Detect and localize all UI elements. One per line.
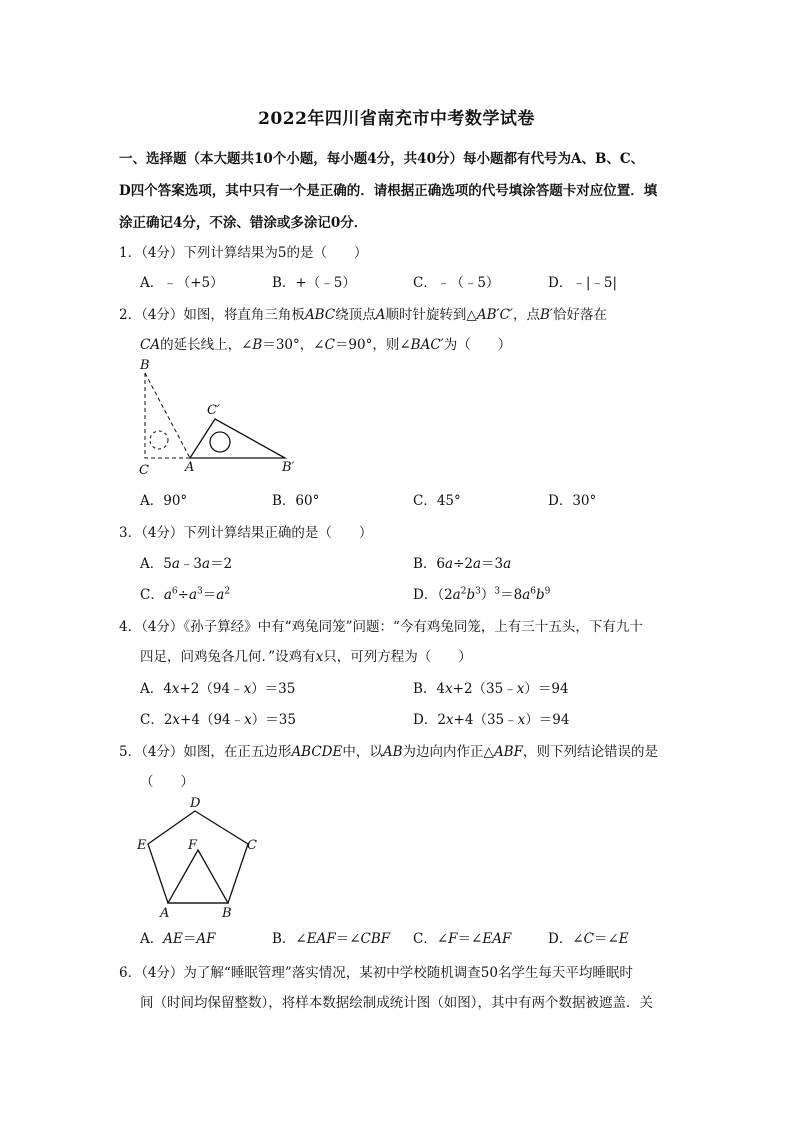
q5-text: 中，以 bbox=[342, 744, 383, 760]
q1-stem: 1．（4分）下列计算结果为5的是（ ） bbox=[119, 245, 368, 261]
q2-rotated-triangle bbox=[190, 419, 285, 458]
q2-text: 顺时针旋转到△ bbox=[385, 307, 477, 323]
q4-text: 四足，问鸡兔各几何．”设鸡有 bbox=[140, 649, 316, 665]
q3-option-a: A．5a﹣3a＝2 bbox=[140, 556, 233, 572]
q1-option-d: D．﹣|﹣5| bbox=[548, 275, 618, 291]
q1-option-b: B．+（﹣5） bbox=[272, 275, 356, 291]
q1-option-a: A．﹣（+5） bbox=[140, 275, 224, 291]
q2-dashed-circle bbox=[150, 431, 168, 449]
q4-text: 只，可列方程为（ ） bbox=[323, 649, 472, 665]
q4-option-d: D．2x+4（35﹣x）＝94 bbox=[413, 712, 570, 728]
q5-var: ABCDE bbox=[291, 744, 343, 760]
q5-label-c: C bbox=[247, 838, 257, 853]
section-intro-line-1: 一、选择题（本大题共10个小题，每小题4分，共40分）每小题都有代号为A、B、C、 bbox=[119, 151, 645, 167]
q5-option-d: D．∠C＝∠E bbox=[548, 931, 629, 947]
q2-figure-triangles bbox=[130, 355, 310, 480]
q5-option-a: A．AE＝AF bbox=[140, 931, 216, 947]
q3-option-c: C．$a^6\div a^3=a^2$ bbox=[140, 586, 231, 603]
q5-label-a: A bbox=[160, 906, 170, 921]
q5-figure-pentagon bbox=[130, 792, 270, 922]
q6-stem-line-2: 间（时间均保留整数），将样本数据绘制成统计图（如图），其中有两个数据被遮盖．关 bbox=[140, 995, 653, 1011]
q2-label-c: C bbox=[139, 463, 149, 478]
q5-inner-triangle bbox=[168, 850, 228, 903]
q2-var: C bbox=[324, 337, 335, 353]
q2-text: 恰好落在 bbox=[552, 307, 607, 323]
q3-option-d: D．$(2a^2b^3)^3=8a^6b^9$ bbox=[413, 586, 551, 603]
q4-stem-line-2 bbox=[140, 645, 472, 665]
q5-var: AB bbox=[382, 744, 403, 760]
q1-option-c: C．﹣（﹣5） bbox=[413, 275, 500, 291]
q5-label-e: E bbox=[137, 838, 147, 853]
q5-option-b: B．∠EAF＝∠CBF bbox=[272, 931, 391, 947]
q2-option-d: D．30° bbox=[548, 493, 597, 509]
q4-var: x bbox=[315, 649, 324, 665]
q2-var: B′ bbox=[539, 307, 553, 323]
q5-label-d: D bbox=[190, 796, 201, 811]
q5-label-f: F bbox=[188, 838, 198, 853]
q4-option-a: A．4x+2（94﹣x）＝35 bbox=[140, 681, 296, 697]
q2-var: ABC bbox=[304, 307, 336, 323]
q5-pentagon bbox=[148, 811, 248, 903]
q3-stem: 3．（4分）下列计算结果正确的是（ ） bbox=[119, 525, 373, 541]
q5-option-c: C．∠F＝∠EAF bbox=[413, 931, 512, 947]
section-intro-line-3: 涂正确记4分，不涂、错涂或多涂记0分． bbox=[119, 215, 368, 231]
q2-text: ＝90°，则∠ bbox=[334, 337, 411, 353]
q2-label-c-prime: C′ bbox=[207, 403, 220, 418]
q2-var: A bbox=[375, 307, 386, 323]
q2-option-a: A．90° bbox=[140, 493, 188, 509]
q4-option-c: C．2x+4（94﹣x）＝35 bbox=[140, 712, 296, 728]
q2-stem-line-2 bbox=[140, 333, 511, 353]
q5-label-b: B bbox=[222, 906, 232, 921]
q6-stem-line-1: 6．（4分）为了解“睡眠管理”落实情况，某初中学校随机调查50名学生每天平均睡眠时 bbox=[119, 965, 633, 981]
q5-stem-line-2: （ ） bbox=[140, 774, 194, 790]
q5-text: ，则下列结论错误的是 bbox=[522, 744, 658, 760]
q3-option-b: B．6a÷2a＝3a bbox=[413, 556, 512, 572]
q5-text: 为边向内作正△ bbox=[402, 744, 494, 760]
q2-label-b-prime: B′ bbox=[282, 460, 295, 475]
q2-label-a: A bbox=[185, 460, 195, 475]
section-intro-line-2: D四个答案选项，其中只有一个是正确的．请根据正确选项的代号填涂答题卡对应位置．填 bbox=[119, 183, 658, 199]
q2-option-b: B．60° bbox=[272, 493, 320, 509]
q2-var: CA bbox=[140, 337, 161, 353]
q2-var: AB′C′ bbox=[476, 307, 513, 323]
page-title: 2022年四川省南充市中考数学试卷 bbox=[258, 109, 535, 129]
q5-text: 5．（4分）如图，在正五边形 bbox=[119, 744, 292, 760]
q2-label-b: B bbox=[140, 358, 150, 373]
q4-stem-line-1: 4．（4分）《孙子算经》中有“鸡兔同笼”问题：“今有鸡兔同笼，上有三十五头，下有九十 bbox=[119, 619, 643, 635]
q2-text: ，点 bbox=[512, 307, 540, 323]
q5-var: ABF bbox=[493, 744, 523, 760]
q2-text: 2．（4分）如图，将直角三角板 bbox=[119, 307, 305, 323]
q2-option-c: C．45° bbox=[413, 493, 461, 509]
q4-option-b: B．4x+2（35﹣x）＝94 bbox=[413, 681, 569, 697]
q2-text: 为（ ） bbox=[443, 337, 512, 353]
q2-original-triangle-hypotenuse bbox=[145, 373, 190, 458]
q2-solid-circle bbox=[210, 432, 230, 452]
q2-stem-line-1 bbox=[119, 303, 607, 323]
q2-var: BAC′ bbox=[410, 337, 444, 353]
q2-var: B bbox=[252, 337, 263, 353]
q2-text: ＝30°，∠ bbox=[262, 337, 325, 353]
q2-text: 的延长线上，∠ bbox=[160, 337, 253, 353]
q2-text: 绕顶点 bbox=[335, 307, 376, 323]
q5-stem-line-1 bbox=[119, 740, 658, 760]
